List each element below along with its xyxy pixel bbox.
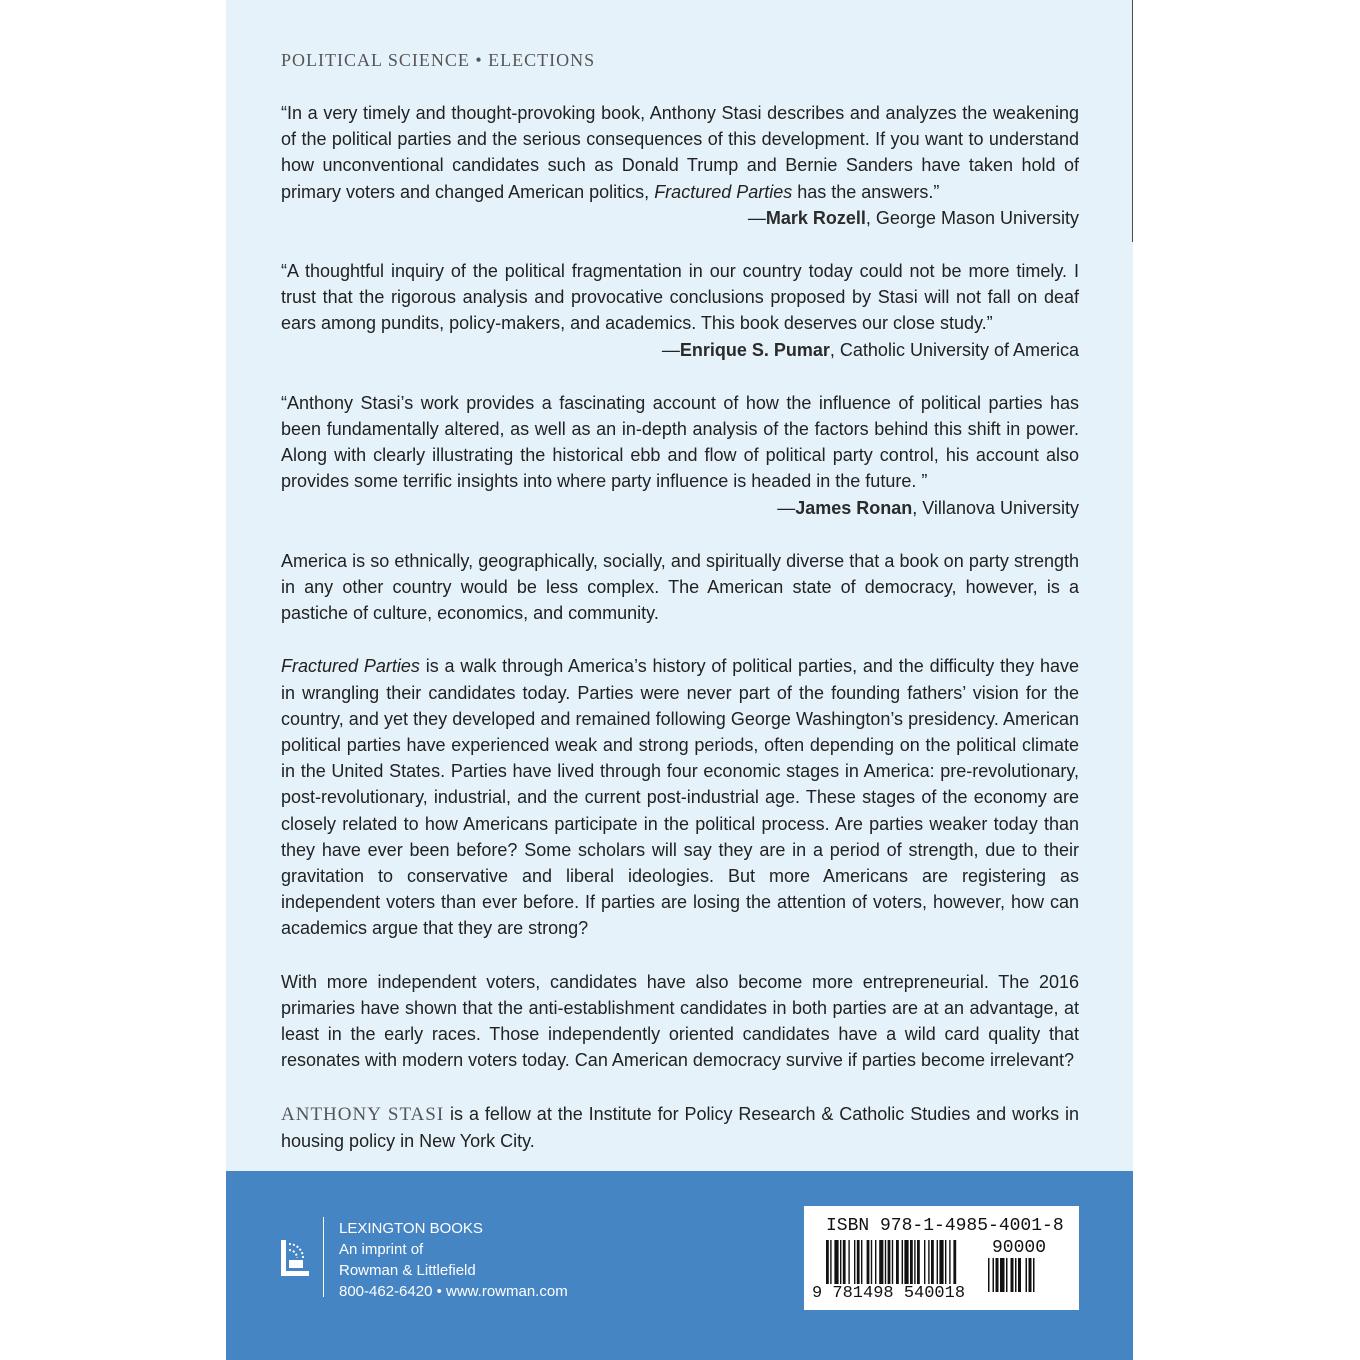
book-title-italic: Fractured Parties — [281, 656, 420, 677]
barcode-bar — [924, 1240, 925, 1284]
publisher-name: LEXINGTON BOOKS — [339, 1220, 483, 1237]
barcode-bar — [949, 1240, 950, 1284]
blurb-text: “In a very timely and thought-provoking book, Anthony Stasi describes and analyzes the weakening of the political parties and the serious consequences of this development. If you want to understand how unconventional candidates such as Donald Trump and Bernie Sanders have taken hold of primary voters and changed American politics, — [281, 103, 1079, 202]
barcode-bar — [914, 1240, 915, 1284]
barcode-bar — [840, 1240, 841, 1284]
blurb-quote-3: “Anthony Stasi’s work provides a fascinating account of how the influence of political parties has been fundamentally altered, as well as an in-depth analysis of the factors behind this shift in power. Along with clearly illustrating the historical ebb and flow of political party control, his account also provides some terrific insights into where party influence is headed in the future. ” — [281, 392, 1079, 492]
barcode-bar — [953, 1240, 956, 1284]
barcode-bar — [910, 1240, 913, 1284]
price-code: 90000 — [992, 1238, 1047, 1258]
publisher-imprint-line: An imprint of — [339, 1241, 424, 1258]
barcode-bar — [867, 1240, 870, 1284]
barcode-addon-bar — [988, 1258, 990, 1292]
lexington-logo-icon — [281, 1240, 311, 1276]
blurb-quote-1 — [281, 100, 1079, 205]
barcode-addon-bar — [1006, 1258, 1008, 1292]
paragraph-text: is a walk through America’s history of political parties, and the difficulty they have in wrangling their candidates today. Parties were never part of the founding fathers’ vision for the country, and yet they developed and remained following George Washington’s presidency. American political parties have experienced weak and strong periods, often depending on the political climate in the United States. Parties have lived through four economic stages in America: pre-revolutionary, post-revolutionary, industrial, and the current post-industrial age. These stages of the economy are closely related to how Americans participate in the political process. Are parties weaker today than they have ever been before? Some scholars will say they are in a period of strength, due to their gravitation to conservative and liberal ideologies. But more Americans are registering as independent voters than ever before. If parties are losing the attention of voters, however, how can academics argue that they are strong? — [281, 656, 1079, 939]
barcode-addon-bar — [1000, 1258, 1005, 1292]
endorser-affiliation: , George Mason University — [865, 207, 1079, 228]
barcode-bar — [848, 1240, 849, 1284]
dash: — — [661, 339, 680, 360]
barcode-bar — [892, 1240, 893, 1284]
barcode-bar — [939, 1240, 943, 1284]
barcode-bar — [902, 1240, 903, 1284]
barcode-addon-bar — [993, 1258, 995, 1292]
author-bio-text: is a fellow at the Institute for Policy Research & Catholic Studies and works in housing policy in New York City. — [281, 1103, 1079, 1151]
publisher-contact: 800-462-6420 • www.rowman.com — [339, 1283, 568, 1300]
description-paragraph-2 — [281, 653, 1079, 941]
description-paragraph-1: America is so ethnically, geographically, socially, and spiritually diverse that a book on party strength in any other country would be less complex. The American state of democracy, however, is a pastiche of culture, economics, and community. — [281, 550, 1079, 624]
endorser-name: James Ronan — [795, 497, 913, 518]
barcode — [804, 1206, 1079, 1310]
barcode-addon-bar — [1033, 1258, 1035, 1292]
blurb-text-end: has the answers.” — [792, 181, 940, 202]
barcode-bar — [857, 1240, 860, 1284]
publisher-band — [226, 1171, 1133, 1360]
endorser-name: Mark Rozell — [765, 207, 866, 228]
barcode-bar — [888, 1240, 891, 1284]
barcode-bar — [904, 1240, 908, 1284]
category-label: POLITICAL SCIENCE • ELECTIONS — [281, 50, 596, 70]
endorser-affiliation: , Catholic University of America — [829, 339, 1079, 360]
barcode-bar — [945, 1240, 946, 1284]
barcode-bar — [879, 1240, 883, 1284]
spine-edge — [1132, 0, 1133, 242]
back-cover — [226, 0, 1133, 1360]
endorser-affiliation: , Villanova University — [912, 497, 1079, 518]
author-bio — [281, 1101, 1079, 1154]
blurb-attribution-2 — [281, 337, 1079, 363]
barcode-bar — [826, 1240, 829, 1284]
barcode-bar — [861, 1240, 862, 1284]
publisher-info — [339, 1218, 568, 1302]
barcode-bar — [928, 1240, 929, 1284]
barcode-bar — [875, 1240, 876, 1284]
barcode-bar — [854, 1240, 855, 1284]
isbn-label: ISBN 978-1-4985-4001-8 — [826, 1216, 1064, 1236]
barcode-bar — [871, 1240, 872, 1284]
barcode-bar — [937, 1240, 938, 1284]
book-title-italic: Fractured Parties — [654, 181, 793, 202]
blurb-quote-2: “A thoughtful inquiry of the political fragmentation in our country today could not be more timely. I trust that the rigorous analysis and provocative conclusions proposed by Stasi will not fall on deaf ears among pundits, policy-makers, and academics. This book deserves our close study.” — [281, 261, 1079, 334]
endorser-name: Enrique S. Pumar — [679, 339, 830, 360]
dash: — — [777, 497, 796, 518]
barcode-bar — [843, 1240, 846, 1284]
barcode-addon-bar — [1011, 1258, 1014, 1292]
barcode-addon-bar — [1015, 1258, 1017, 1292]
barcode-bar — [931, 1240, 934, 1284]
barcode-addon-bar — [1026, 1258, 1028, 1292]
barcode-digits: 9 781498 540018 — [812, 1284, 966, 1303]
barcode-addon-bar — [1029, 1258, 1032, 1292]
publisher-divider — [323, 1217, 324, 1297]
barcode-addon-bar — [996, 1258, 999, 1292]
barcode-bar — [885, 1240, 886, 1284]
barcode-bar — [830, 1240, 831, 1284]
blurb-attribution-1 — [281, 205, 1079, 231]
barcode-bar — [917, 1240, 920, 1284]
blurb-attribution-3 — [281, 495, 1079, 521]
dash: — — [747, 207, 766, 228]
barcode-bar — [834, 1240, 838, 1284]
cover-text — [281, 100, 1079, 1154]
description-paragraph-3: With more independent voters, candidates have also become more entrepreneurial. The 2016 primaries have shown that the anti-establishment candidates in both parties are at an advantage, at least in the early races. Those independently oriented candidates have a wild card quality that resonates with modern voters today. Can American democracy survive if parties become irrelevant? — [281, 971, 1079, 1071]
barcode-bar — [896, 1240, 899, 1284]
publisher-parent: Rowman & Littlefield — [339, 1262, 476, 1279]
barcode-addon-bar — [1018, 1258, 1021, 1292]
author-name: ANTHONY STASI — [281, 1103, 445, 1125]
